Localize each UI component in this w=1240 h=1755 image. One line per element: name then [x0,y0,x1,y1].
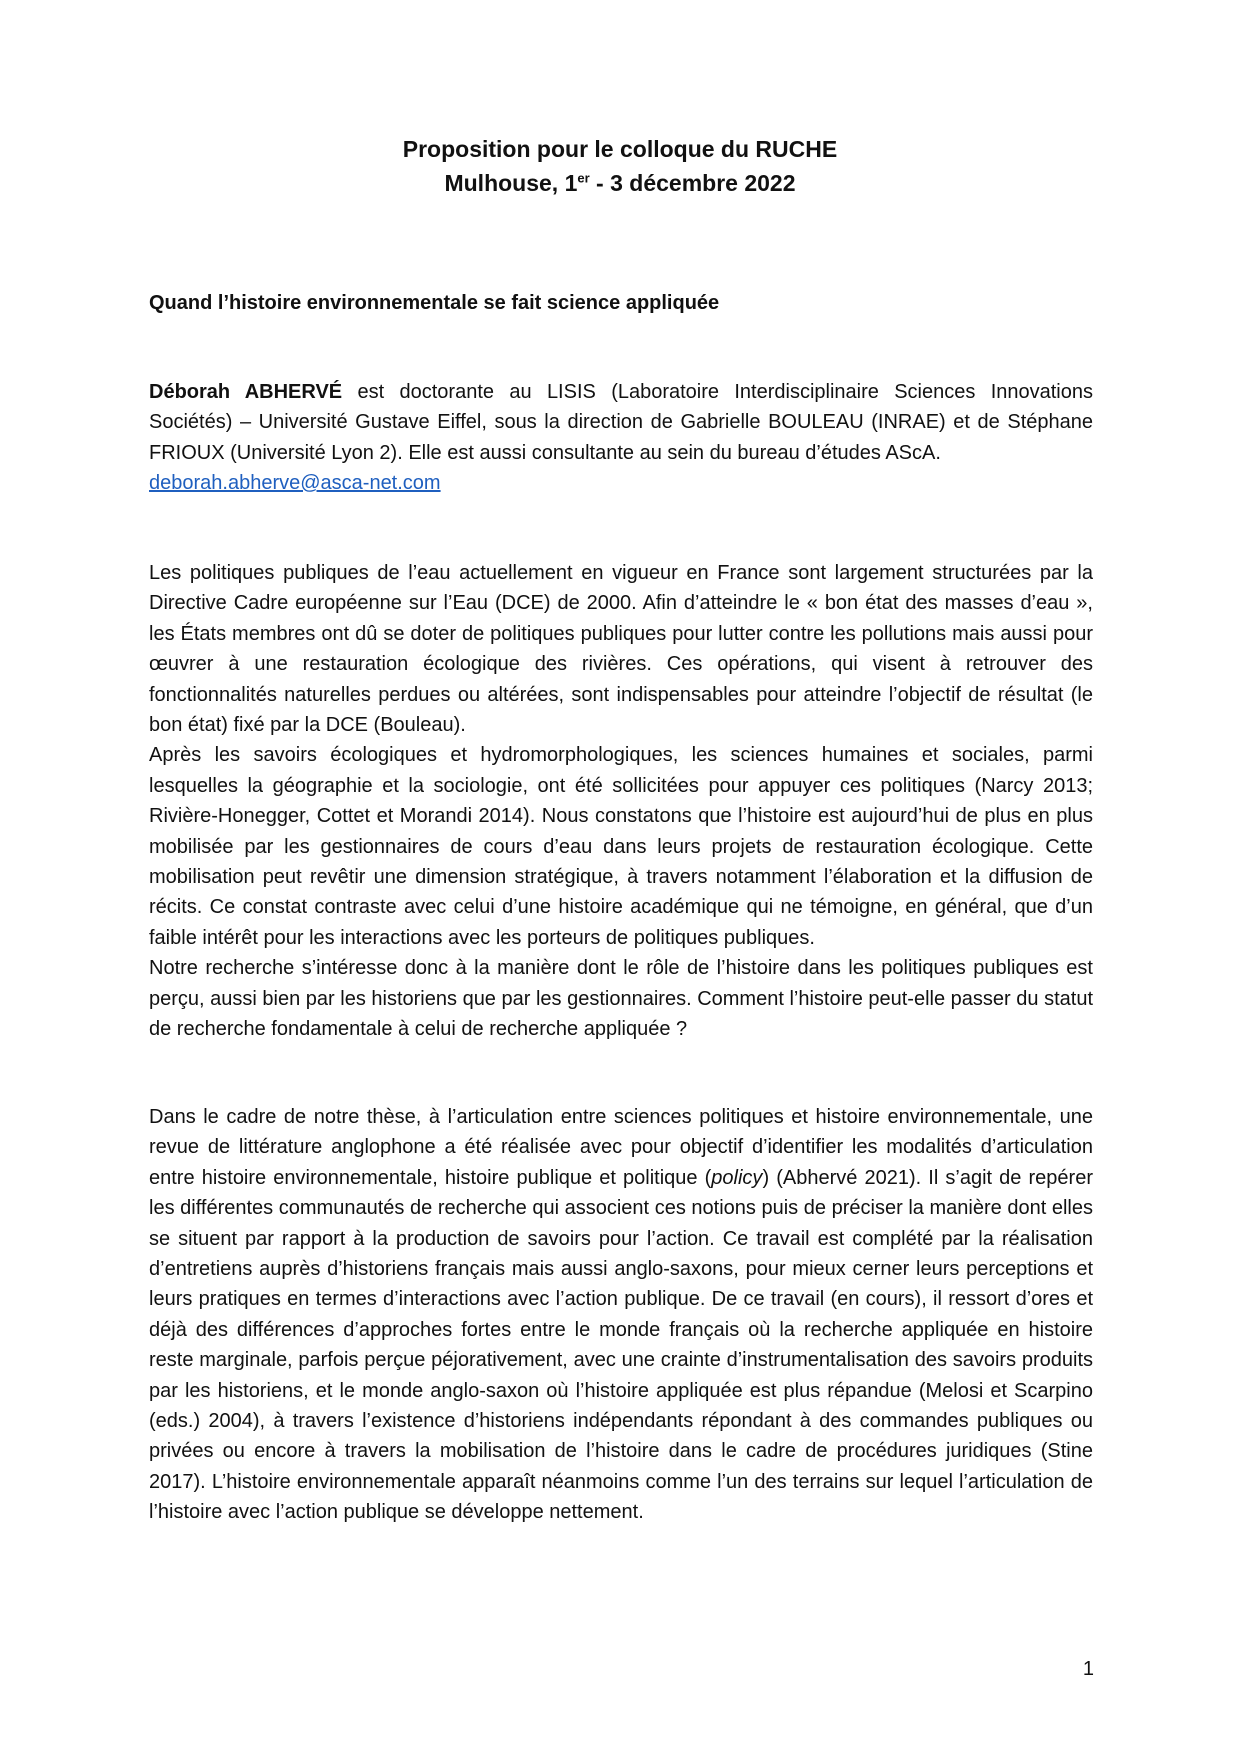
thesis-text-start: Dans le cadre de notre thèse, à l’articulation entre sciences politiques et histoire environnementale, une revue de littérature anglophone a été réalisée avec pour objectif d’identifier les modalités d’articulation entre histoire environnementale, histoire publique et politique ( [149,1106,1093,1189]
section-thesis [149,1102,1093,1528]
paragraph-thesis [149,1102,1093,1528]
title-line-1: Proposition pour le colloque du RUCHE [402,136,838,162]
date-suffix: - 3 décembre 2022 [589,170,796,196]
thesis-text-end: ) (Abhervé 2021). Il s’agit de repérer les différentes communautés de recherche qui associent ces notions puis de préciser la manière dont elles se situent par rapport à la production de savoirs pour l’action. Ce travail est complété par la réalisation d’entretiens auprès d’historiens français mais aussi anglo-saxons, pour mieux cerner leurs perceptions et leurs pratiques en termes d’interactions avec l’action publique. De ce travail (en cours), il ressort d’ores et déjà des différences d’approches fortes entre le monde français où la recherche appliquée en histoire reste marginale, parfois perçue péjorativement, avec une crainte d’instrumentalisation des savoirs produits par les historiens, et le monde anglo-saxon où l’histoire appliquée est plus répandue (Melosi et Scarpino (eds.) 2004), à travers l’existence d’historiens indépendants répondant à des commandes publiques ou privées ou encore à travers la mobilisation de l’histoire dans le cadre de procédures juridiques (Stine 2017). L’histoire environnementale apparaît néanmoins comme l’un des terrains sur lequel l’articulation de l’histoire avec l’action publique se développe nettement. [149,1166,1093,1524]
paper-subtitle: Quand l’histoire environnementale se fait science appliquée [149,292,720,314]
paragraph-research-question: Notre recherche s’intéresse donc à la manière dont le rôle de l’histoire dans les politiques publiques est perçu, aussi bien par les historiens que par les gestionnaires. Comment l’histoire peut-elle passer du statut de recherche fondamentale à celui de recherche appliquée ? [149,957,1093,1041]
document-title [0,132,1240,166]
section-context [149,558,1093,1045]
author-bio: est doctorante au LISIS (Laboratoire Interdisciplinaire Sciences Innovations Sociétés) – Université Gustave Eiffel, sous la direction de Gabrielle BOULEAU (INRAE) et de Stéphane FRIOUX (Université Lyon 2). Elle est aussi consultante au sein du bureau d’études AScA. [149,381,1093,464]
page-number: 1 [1082,1658,1094,1680]
author-name: Déborah ABHERVÉ [149,381,343,403]
paragraph-shs: Après les savoirs écologiques et hydromorphologiques, les sciences humaines et sociales, parmi lesquelles la géographie et la sociologie, ont été sollicitées pour appuyer ces politiques (Narcy 2013; Rivière-Honegger, Cottet et Morandi 2014). Nous constatons que l’histoire est aujourd’hui de plus en plus mobilisée par les gestionnaires de cours d’eau dans leurs projets de restauration écologique. Cette mobilisation peut revêtir une dimension stratégique, à travers notamment l’élaboration et la diffusion de récits. Ce constat contraste avec celui d’une histoire académique qui ne témoigne, en général, que d’un faible intérêt pour les interactions avec les porteurs de politiques publiques. [149,744,1093,949]
paragraph-dce: Les politiques publiques de l’eau actuellement en vigueur en France sont largement structurées par la Directive Cadre européenne sur l’Eau (DCE) de 2000. Afin d’atteindre le « bon état des masses d’eau », les États membres ont dû se doter de politiques publiques pour lutter contre les pollutions mais aussi pour œuvrer à une restauration écologique des rivières. Ces opérations, qui visent à retrouver des fonctionnalités naturelles perdues ou altérées, sont indispensables pour atteindre l’objectif de résultat (le bon état) fixé par la DCE (Bouleau). [149,562,1093,737]
author-email-line [149,468,1093,498]
author-block [149,377,1093,499]
date-prefix: Mulhouse, 1 [444,170,578,196]
document-date-line [0,166,1240,200]
date-superscript: er [577,170,590,186]
thesis-italic-policy: policy [711,1166,763,1189]
author-paragraph [149,377,1093,468]
author-email-link[interactable]: deborah.abherve@asca-net.com [149,472,441,495]
